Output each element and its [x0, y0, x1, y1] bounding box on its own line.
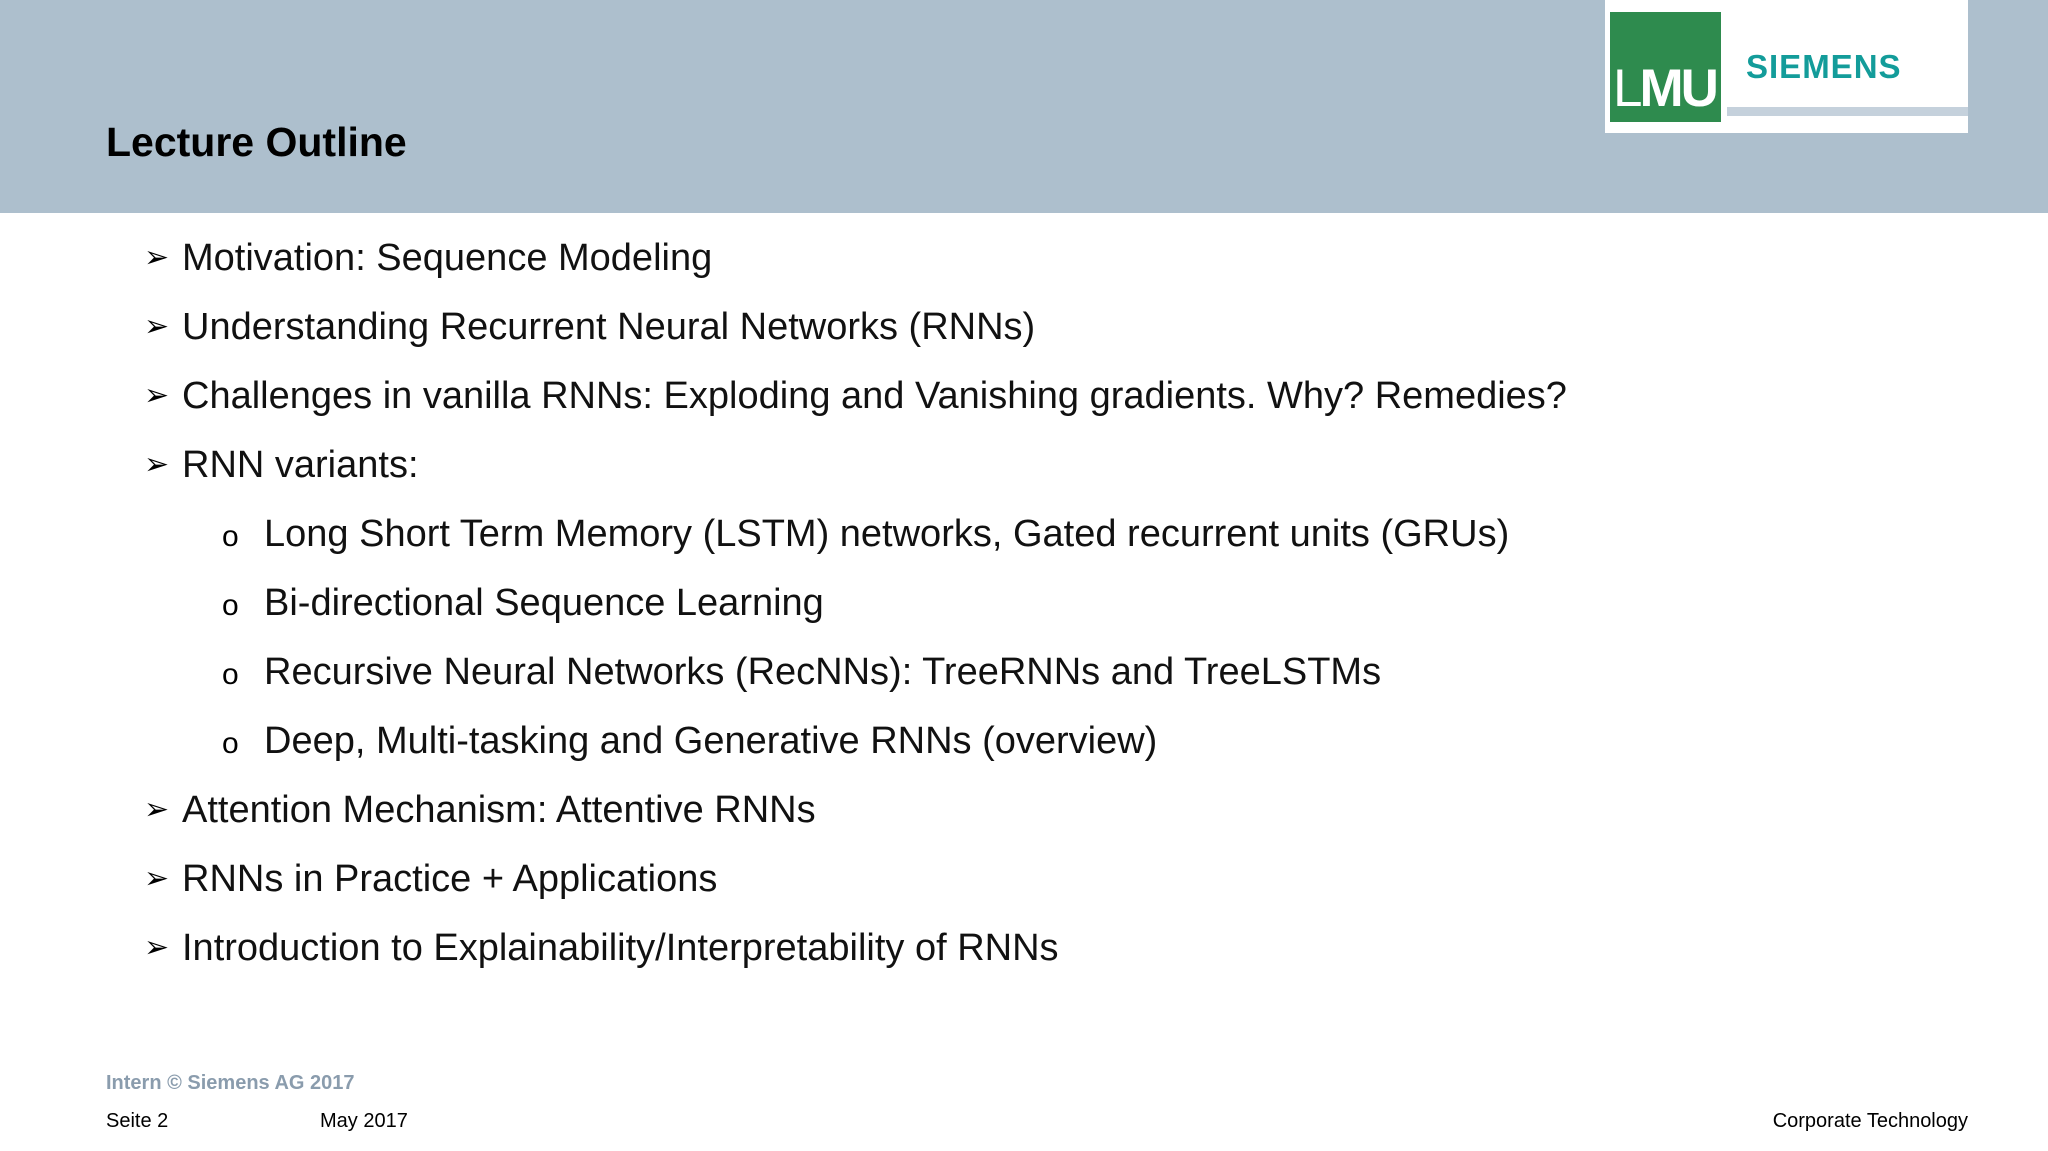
circle-bullet-icon: o — [222, 520, 239, 553]
logo-stripe — [1727, 107, 1968, 116]
outline-item — [144, 780, 816, 840]
arrow-bullet-icon: ➢ — [144, 378, 170, 413]
outline-item-text: RNN variants: — [182, 444, 419, 486]
footer-date: May 2017 — [320, 1110, 408, 1132]
outline-subitem — [222, 504, 1509, 564]
outline-item-text: Attention Mechanism: Attentive RNNs — [182, 789, 816, 831]
outline-subitem — [222, 711, 1157, 771]
siemens-logo: SIEMENS — [1746, 48, 1902, 85]
arrow-bullet-icon: ➢ — [144, 309, 170, 344]
outline-item-text: Introduction to Explainability/Interpretability of RNNs — [182, 927, 1059, 969]
arrow-bullet-icon: ➢ — [144, 240, 170, 275]
footer-page-number: Seite 2 — [106, 1110, 169, 1132]
outline-item-text: RNNs in Practice + Applications — [182, 858, 718, 900]
arrow-bullet-icon: ➢ — [144, 930, 170, 965]
outline-item-text: Understanding Recurrent Neural Networks (RNNs) — [182, 306, 1036, 348]
outline-item — [144, 435, 419, 495]
outline-subitem — [222, 642, 1381, 702]
outline-subitem — [222, 573, 824, 633]
circle-bullet-icon: o — [222, 589, 239, 622]
footer-department: Corporate Technology — [1772, 1110, 1968, 1132]
arrow-bullet-icon: ➢ — [144, 447, 170, 482]
slide-title: Lecture Outline — [106, 119, 407, 165]
outline-item — [144, 918, 1059, 978]
lmu-logo-l: L — [1613, 59, 1640, 118]
outline-item-text: Motivation: Sequence Modeling — [182, 237, 713, 279]
lmu-logo-mu: MU — [1639, 59, 1716, 118]
outline-item-text: Challenges in vanilla RNNs: Exploding and Vanishing gradients. Why? Remedies? — [182, 375, 1567, 417]
footer-copyright: Intern © Siemens AG 2017 — [106, 1072, 355, 1094]
circle-bullet-icon: o — [222, 727, 239, 760]
outline-item — [144, 297, 1035, 357]
outline-item — [144, 366, 1567, 426]
outline-item-text: Deep, Multi-tasking and Generative RNNs (overview) — [264, 720, 1158, 762]
outline-item — [144, 849, 717, 909]
outline-item — [144, 228, 712, 288]
outline-item-text: Recursive Neural Networks (RecNNs): TreeRNNs and TreeLSTMs — [264, 651, 1382, 693]
circle-bullet-icon: o — [222, 658, 239, 691]
lmu-logo-text — [1613, 59, 1721, 118]
arrow-bullet-icon: ➢ — [144, 792, 170, 827]
outline-item-text: Long Short Term Memory (LSTM) networks, Gated recurrent units (GRUs) — [264, 513, 1510, 555]
outline-item-text: Bi-directional Sequence Learning — [264, 582, 824, 624]
arrow-bullet-icon: ➢ — [144, 861, 170, 896]
